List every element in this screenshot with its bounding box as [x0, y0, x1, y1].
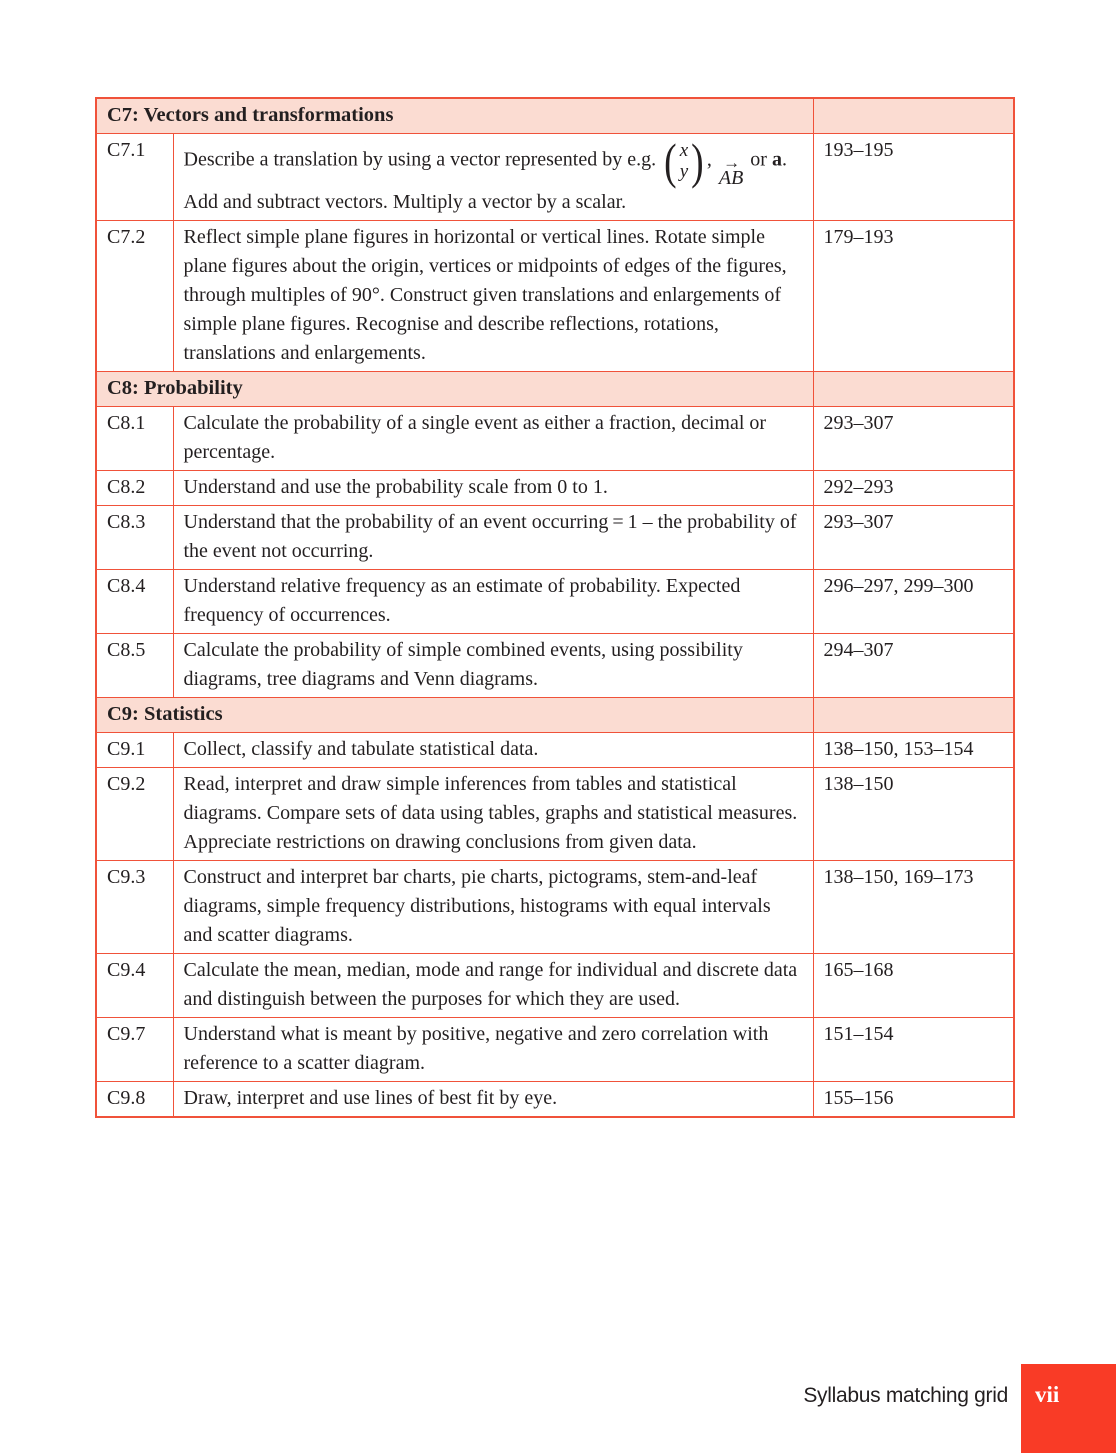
vector-y: y: [679, 161, 689, 182]
row-pages: 296–297, 299–300: [813, 569, 1014, 633]
footer-label: Syllabus matching grid: [803, 1384, 1008, 1407]
row-code: C8.3: [96, 505, 173, 569]
row-description: Understand that the probability of an event occurring = 1 – the probability of the event not occurring.: [173, 505, 813, 569]
table-row: [96, 860, 1014, 953]
section-header-pages-cell: [813, 697, 1014, 732]
section-header-row: [96, 697, 1014, 732]
row-description: Collect, classify and tabulate statistical data.: [173, 732, 813, 767]
row-code: C9.4: [96, 953, 173, 1017]
vector-components: [679, 140, 689, 182]
table-row: [96, 406, 1014, 470]
row-pages: 165–168: [813, 953, 1014, 1017]
table-row: [96, 134, 1014, 221]
row-description: Describe a translation by using a vector represented by e.g. ( x y ) , → AB or a. Add and subtract vectors. Multiply a vector by a scalar.: [173, 134, 813, 221]
row-description: Calculate the mean, median, mode and range for individual and discrete data and distinguish between the purposes for which they are used.: [173, 953, 813, 1017]
column-vector: [662, 133, 706, 189]
table-row: [96, 953, 1014, 1017]
section-header-row: [96, 98, 1014, 134]
row-code: C7.1: [96, 134, 173, 221]
row-code: C9.1: [96, 732, 173, 767]
table-row: [96, 1017, 1014, 1081]
row-code: C8.1: [96, 406, 173, 470]
row-description: Draw, interpret and use lines of best fit by eye.: [173, 1081, 813, 1117]
table-row: [96, 505, 1014, 569]
row-code: C9.7: [96, 1017, 173, 1081]
row-pages: 293–307: [813, 406, 1014, 470]
row-description: Calculate the probability of a single event as either a fraction, decimal or percentage.: [173, 406, 813, 470]
row-description: Understand relative frequency as an estimate of probability. Expected frequency of occurrences.: [173, 569, 813, 633]
table-row: [96, 1081, 1014, 1117]
section-header-row: [96, 371, 1014, 406]
section-header-pages-cell: [813, 371, 1014, 406]
table-row: [96, 220, 1014, 371]
row-description: Understand and use the probability scale from 0 to 1.: [173, 470, 813, 505]
row-description: Understand what is meant by positive, negative and zero correlation with reference to a scatter diagram.: [173, 1017, 813, 1081]
vector-letters: AB: [718, 166, 744, 189]
row-description: Construct and interpret bar charts, pie charts, pictograms, stem-and-leaf diagrams, simple frequency distributions, histograms with equal intervals and scatter diagrams.: [173, 860, 813, 953]
row-code: C9.2: [96, 767, 173, 860]
row-code: C8.4: [96, 569, 173, 633]
section-header: C7: Vectors and transformations: [96, 98, 813, 134]
page-number-box: [1021, 1364, 1116, 1453]
row-code: C8.2: [96, 470, 173, 505]
row-description: Read, interpret and draw simple inferences from tables and statistical diagrams. Compare sets of data using tables, graphs and statistical measures. Appreciate restrictions on drawing conclusions from given data.: [173, 767, 813, 860]
section-header: C8: Probability: [96, 371, 813, 406]
row-pages: 179–193: [813, 220, 1014, 371]
row-pages: 294–307: [813, 633, 1014, 697]
row-pages: 292–293: [813, 470, 1014, 505]
table-row: [96, 732, 1014, 767]
row-code: C8.5: [96, 633, 173, 697]
row-code: C9.3: [96, 860, 173, 953]
row-description: Calculate the probability of simple combined events, using possibility diagrams, tree diagrams and Venn diagrams.: [173, 633, 813, 697]
table-row: [96, 470, 1014, 505]
section-header-pages-cell: [813, 98, 1014, 134]
syllabus-table: [95, 97, 1015, 1118]
row-code: C7.2: [96, 220, 173, 371]
vector-x: x: [679, 140, 689, 161]
section-header: C9: Statistics: [96, 697, 813, 732]
close-paren: ): [691, 133, 704, 189]
table-row: [96, 633, 1014, 697]
row-code: C9.8: [96, 1081, 173, 1117]
row-pages: 138–150: [813, 767, 1014, 860]
page-number: vii: [1035, 1382, 1060, 1407]
row-pages: 151–154: [813, 1017, 1014, 1081]
vector-arrow-icon: →: [723, 152, 740, 172]
vector-with-arrow: [718, 152, 744, 189]
table-row: [96, 767, 1014, 860]
row-pages: 155–156: [813, 1081, 1014, 1117]
row-pages: 293–307: [813, 505, 1014, 569]
open-paren: (: [664, 133, 677, 189]
table-row: [96, 569, 1014, 633]
row-description: Reflect simple plane figures in horizontal or vertical lines. Rotate simple plane figures about the origin, vertices or midpoints of edges of the figures, through multiples of 90°. Construct given translations and enlargements of simple plane figures. Recognise and describe reflections, rotations, translations and enlargements.: [173, 220, 813, 371]
bold-text: a: [771, 148, 782, 171]
row-pages: 193–195: [813, 134, 1014, 221]
row-pages: 138–150, 153–154: [813, 732, 1014, 767]
row-pages: 138–150, 169–173: [813, 860, 1014, 953]
